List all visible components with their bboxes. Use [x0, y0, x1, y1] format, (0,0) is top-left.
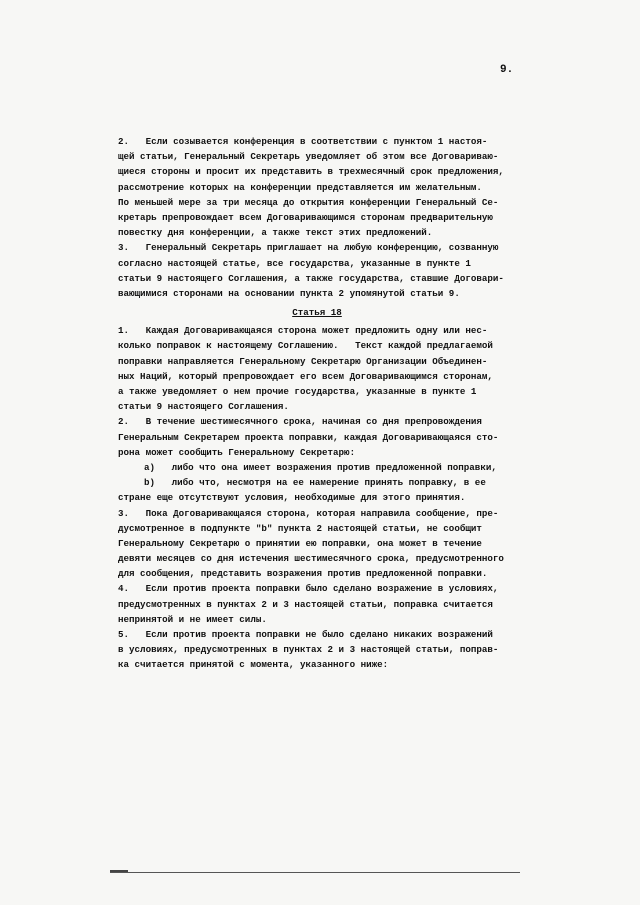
text-line: девяти месяцев со дня истечения шестимесячного срока, предусмотренного: [118, 553, 504, 565]
text-line: По меньшей мере за три месяца до открытия конференции Генеральный Се-: [118, 196, 499, 208]
text-line: 2. В течение шестимесячного срока, начиная со дня препровождения: [118, 416, 482, 428]
text-line: статьи 9 настоящего Соглашения.: [118, 401, 289, 413]
text-line: 4. Если против проекта поправки было сделано возражение в условиях,: [118, 583, 499, 595]
text-line: статьи 9 настоящего Соглашения, а также государства, ставшие Договари-: [118, 272, 504, 284]
text-line: щей статьи, Генеральный Секретарь уведомляет об этом все Договариваю-: [118, 151, 499, 163]
text-line: поправки направляется Генеральному Секретарю Организации Объединен-: [118, 355, 488, 367]
text-line: кретарь препровождает всем Договаривающимся сторонам предварительную: [118, 211, 493, 223]
text-line: повестку дня конференции, а также текст этих предложений.: [118, 227, 433, 239]
text-line: вающимися сторонами на основании пункта 2 упомянутой статьи 9.: [118, 287, 460, 299]
text-line: стране еще отсутствуют условия, необходимые для этого принятия.: [118, 492, 466, 504]
text-line: рона может сообщить Генеральному Секретарю:: [118, 446, 356, 458]
text-line: колько поправок к настоящему Соглашению. Текст каждой предлагаемой: [118, 340, 493, 352]
text-line: для сообщения, представить возражения против предложенной поправки.: [118, 568, 488, 580]
article-18-text: [118, 323, 516, 672]
text-line: 3. Генеральный Секретарь приглашает на любую конференцию, созванную: [118, 242, 499, 254]
text-line: в условиях, предусмотренных в пунктах 2 и 3 настоящей статьи, поправ-: [118, 644, 499, 656]
text-line: 5. Если против проекта поправки не было сделано никаких возражений: [118, 629, 493, 640]
text-line: а также уведомляет о нем прочие государства, указанные в пункте 1: [118, 386, 477, 397]
document-body: [118, 134, 516, 673]
text-line: Генеральным Секретарем проекта поправки, каждая Договаривающаяся сто-: [118, 431, 499, 443]
list-item: a) либо что она имеет возражения против предложенной поправки,: [144, 461, 497, 473]
text-line: предусмотренных в пунктах 2 и 3 настоящей статьи, поправка считается: [118, 598, 493, 610]
text-line: ка считается принятой с момента, указанного ниже:: [118, 659, 389, 671]
list-item: b) либо что, несмотря на ее намерение принять поправку, в ее: [144, 477, 486, 489]
page-number: 9.: [500, 64, 514, 76]
text-line: Генеральному Секретарю о принятии ею поправки, она может в течение: [118, 537, 482, 549]
text-line: дусмотренное в подпункте "b" пункта 2 настоящей статьи, не сообщит: [118, 522, 482, 534]
article-heading: Статья 18: [292, 307, 342, 319]
article-17-continuation: [118, 134, 516, 301]
text-line: согласно настоящей статье, все государства, указанные в пункте 1: [118, 257, 471, 269]
text-line: 1. Каждая Договаривающаяся сторона может предложить одну или нес-: [118, 325, 488, 337]
text-line: ных Наций, который препровождает его всем Договаривающимся сторонам,: [118, 370, 493, 382]
text-line: 2. Если созывается конференция в соответствии с пунктом 1 настоя-: [118, 136, 488, 147]
text-line: непринятой и не имеет силы.: [118, 613, 267, 625]
text-line: рассмотрение которых на конференции представляется им желательным.: [118, 181, 482, 193]
text-line: щиеся стороны и просит их представить в трехмесячный срок предложения,: [118, 166, 504, 178]
footer-rule: [110, 872, 520, 873]
text-line: 3. Пока Договаривающаяся сторона, которая направила сообщение, пре-: [118, 507, 499, 519]
